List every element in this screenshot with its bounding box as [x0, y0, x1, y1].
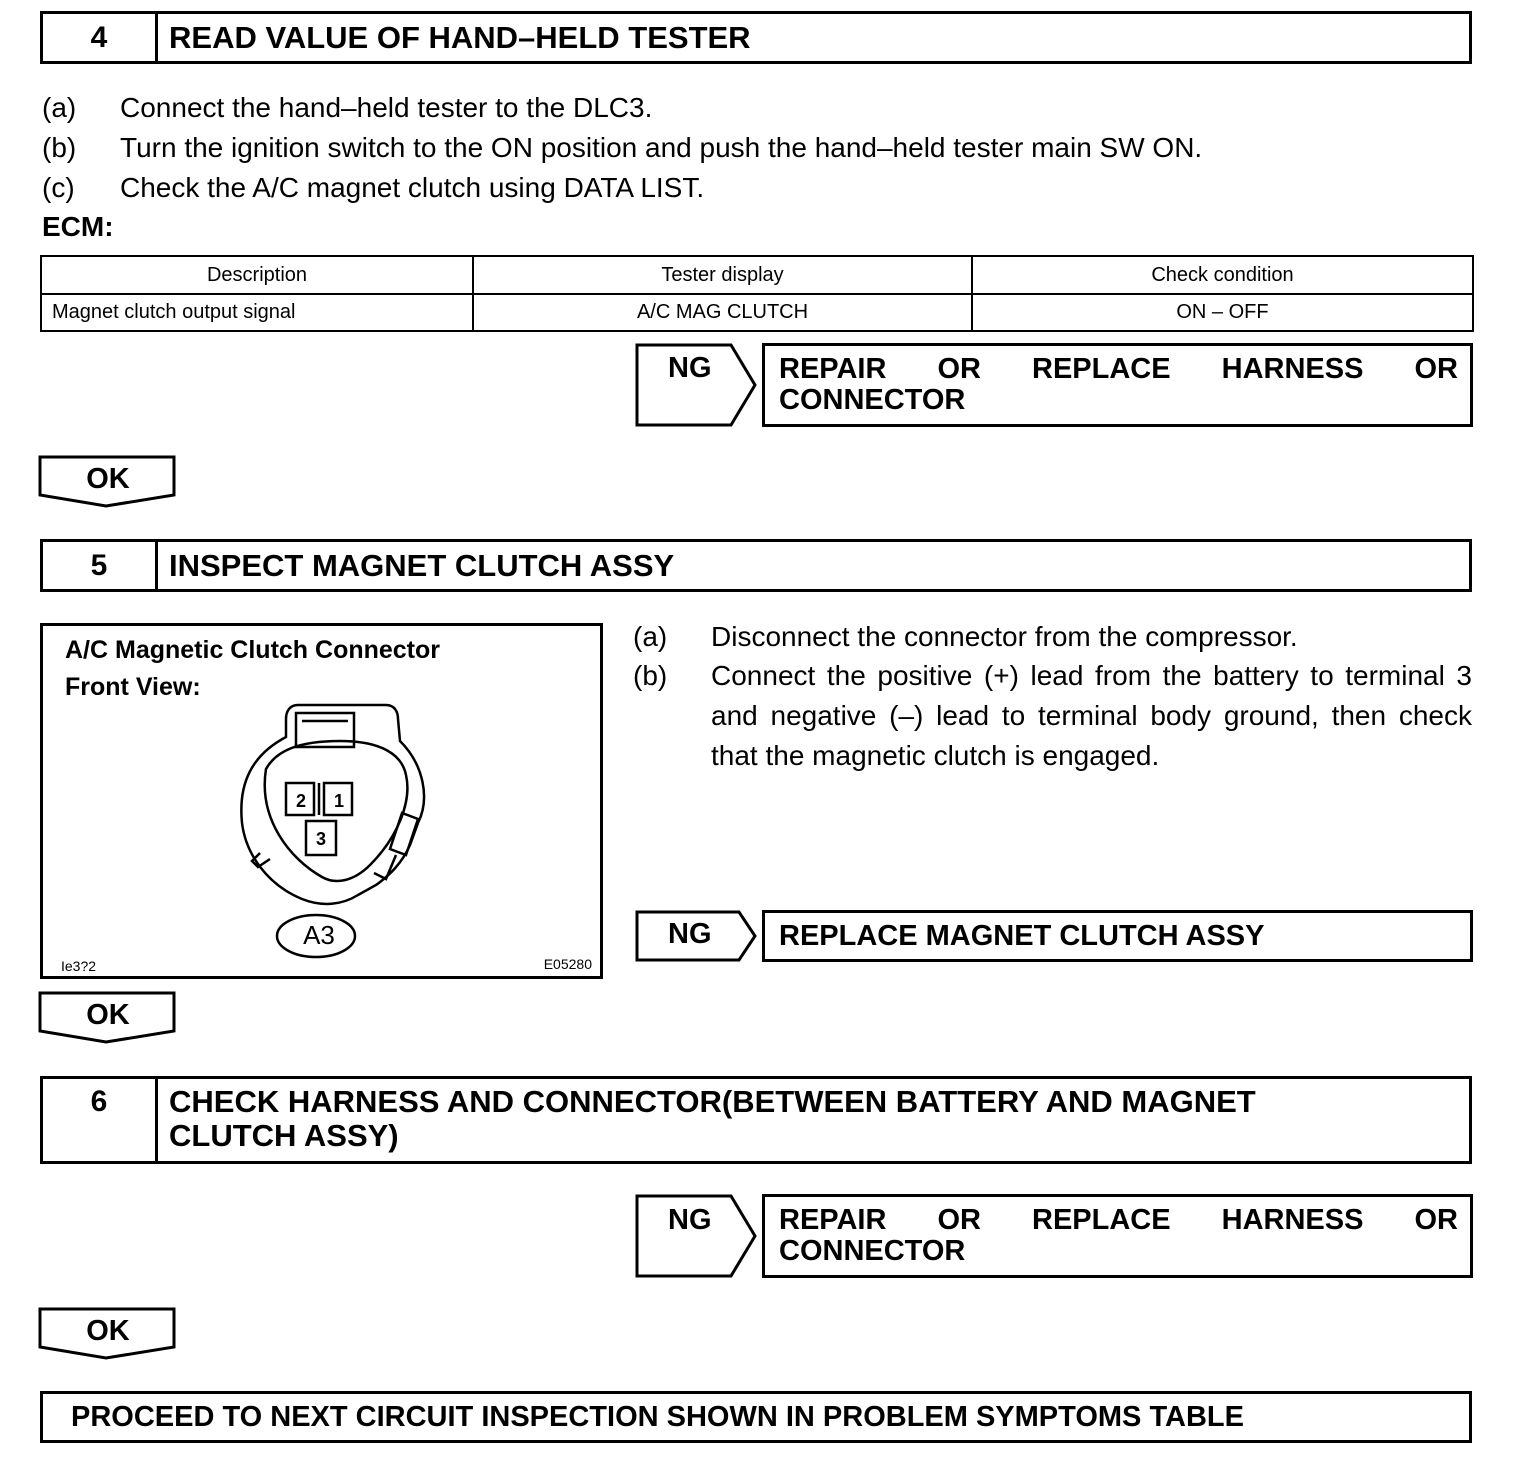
ok-indicator [38, 455, 178, 509]
ng-result-box [762, 910, 1473, 962]
instruction-text: Connect the positive (+) lead from the battery to terminal 3 and negative (–) lead to terminal body ground, then check that the magnetic clutch is engaged. [711, 660, 1472, 771]
step-4-header [40, 11, 1472, 64]
ecm-label: ECM: [42, 211, 114, 242]
connector-figure [40, 623, 603, 979]
instruction-text: Check the A/C magnet clutch using DATA LIST. [120, 172, 705, 203]
figure-left-code: Ie3?2 [61, 958, 97, 974]
step-4-instruction-b [42, 128, 1472, 168]
step-4-instruction-a [42, 88, 1472, 128]
ng-result-text: REPAIR OR REPLACE HARNESS OR CONNECTOR [779, 353, 1458, 416]
ok-label: OK [86, 463, 130, 495]
table-header-cell: Description [41, 256, 473, 294]
instruction-text: Turn the ignition switch to the ON position and push the hand–held tester main SW ON. [120, 132, 1203, 163]
step-6-header [40, 1076, 1472, 1164]
instruction-text: Connect the hand–held tester to the DLC3. [120, 92, 653, 123]
ok-indicator [38, 1307, 178, 1361]
ng-result-text: REPLACE MAGNET CLUTCH ASSY [779, 920, 1265, 952]
step-4-instruction-c [42, 168, 1472, 208]
instruction-label: (a) [633, 621, 668, 652]
step-5-header [40, 539, 1472, 592]
pin-label: 1 [334, 791, 345, 811]
connector-code: A3 [303, 920, 335, 950]
step-4-number: 4 [43, 14, 158, 61]
ok-label: OK [86, 999, 130, 1031]
step-5-instruction-b [633, 656, 1472, 786]
figure-title: A/C Magnetic Clutch Connector [65, 636, 441, 664]
data-list-table [40, 255, 1474, 332]
step-6-number: 6 [43, 1079, 158, 1161]
table-row [41, 294, 1473, 331]
table-header-cell: Check condition [972, 256, 1473, 294]
ok-label: OK [86, 1315, 130, 1347]
instruction-label: (c) [42, 172, 75, 203]
figure-subtitle: Front View: [65, 673, 201, 701]
ok-indicator [38, 991, 178, 1045]
ng-result-text: REPAIR OR REPLACE HARNESS OR CONNECTOR [779, 1204, 1458, 1267]
final-instruction-text: PROCEED TO NEXT CIRCUIT INSPECTION SHOWN IN PROBLEM SYMPTOMS TABLE [71, 1400, 1244, 1433]
step-5-instruction-a [633, 617, 1472, 657]
step-6-title: CHECK HARNESS AND CONNECTOR(BETWEEN BATTERY AND MAGNET CLUTCH ASSY) [169, 1084, 1256, 1153]
table-header-cell: Tester display [473, 256, 972, 294]
figure-id: E05280 [543, 956, 592, 972]
pin-label: 3 [316, 829, 327, 849]
step-5-number: 5 [43, 542, 158, 589]
instruction-label: (b) [42, 132, 77, 163]
table-cell: A/C MAG CLUTCH [473, 294, 972, 331]
step-5-title: INSPECT MAGNET CLUTCH ASSY [169, 547, 675, 583]
step-4-title: READ VALUE OF HAND–HELD TESTER [169, 19, 751, 55]
final-instruction-box [40, 1391, 1472, 1443]
ng-result-box [762, 343, 1473, 427]
ng-label: NG [668, 1204, 712, 1236]
ng-label: NG [668, 352, 712, 384]
ng-result-box [762, 1194, 1473, 1278]
instruction-label: (b) [633, 660, 668, 691]
table-cell: ON – OFF [972, 294, 1473, 331]
ng-label: NG [668, 918, 712, 950]
table-header-row [41, 256, 1473, 294]
table-cell: Magnet clutch output signal [41, 294, 473, 331]
pin-label: 2 [296, 791, 307, 811]
instruction-label: (a) [42, 92, 77, 123]
instruction-text: Disconnect the connector from the compressor. [711, 621, 1298, 652]
